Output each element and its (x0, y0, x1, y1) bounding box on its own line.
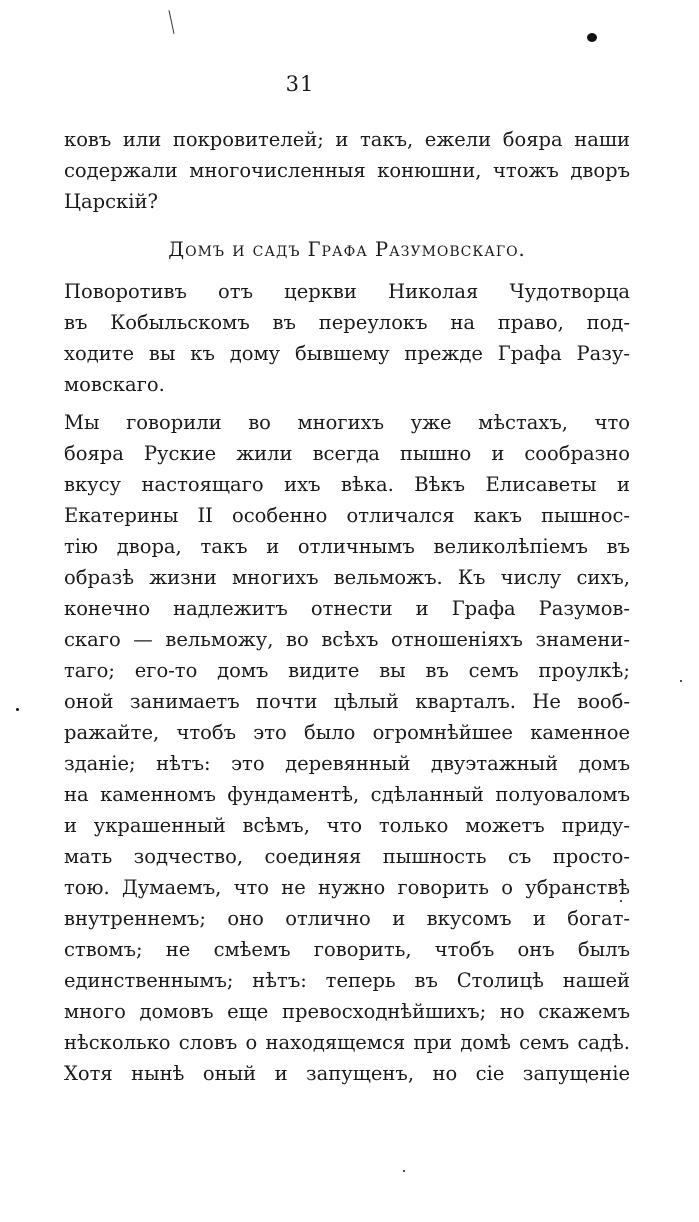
text-line: мовскаго. (64, 373, 165, 396)
text-line: вкусу настоящаго ихъ вѣка. Вѣкъ Елисаветы и (64, 473, 630, 496)
text-line: тою. Думаемъ, что не нужно говорить о убранствѣ (64, 876, 630, 899)
text-line: Поворотивъ отъ церкви Николая Чудотворца (64, 280, 630, 303)
text-line: конечно надлежитъ отнести и Графа Разумов- (64, 597, 630, 620)
text-line: скаго — вельможу, во всѣхъ отношеніяхъ знамени- (64, 628, 630, 651)
text-line: ствомъ; не смѣемъ говорить, чтобъ онъ былъ (64, 938, 630, 961)
text-line: въ Кобыльскомъ въ переулокъ на право, под- (64, 311, 630, 334)
text-line: тію двора, такъ и отличнымъ великолѣпіемъ въ (64, 535, 630, 558)
ink-speck (620, 900, 622, 902)
text-line: бояра Руские жили всегда пышно и сообразно (64, 442, 630, 465)
text-line: зданіе; нѣтъ: это деревянный двуэтажный домъ (64, 752, 630, 775)
text-line: на каменномъ фундаментѣ, сдѣланный полуоваломъ (64, 783, 630, 806)
text-line: Мы говорили во многихъ уже мѣстахъ, что (64, 411, 630, 434)
text-line: оной занимаетъ почти цѣлый кварталъ. Не вооб- (64, 690, 630, 713)
body-text (64, 124, 630, 1089)
text-line: Екатерины II особенно отличался какъ пышнос- (64, 504, 630, 527)
ink-speck (403, 1170, 405, 1172)
text-line: единственнымъ; нѣтъ: теперь въ Столицѣ нашей (64, 969, 630, 992)
ink-speck (680, 680, 682, 682)
text-line: образѣ жизни многихъ вельможъ. Къ числу сихъ, (64, 566, 630, 589)
scan-mark (169, 10, 175, 34)
text-line: содержали многочисленныя конюшни, чтожъ дворъ (64, 159, 630, 182)
text-line: и украшенный всѣмъ, что только можетъ приду- (64, 814, 630, 837)
text-line: много домовъ еще превосходнѣйшихъ; но скажемъ (64, 1000, 630, 1023)
text-line: ходите вы къ дому бывшему прежде Графа Разу- (64, 342, 630, 365)
ink-blot (587, 33, 597, 42)
page-number: 31 (285, 72, 315, 96)
text-line: таго; его-то домъ видите вы въ семъ проулкѣ; (64, 659, 630, 682)
text-line: ковъ или покровителей; и такъ, ежели бояра наши (64, 128, 630, 151)
text-line: нѣсколько словъ о находящемся при домѣ семъ садѣ. (64, 1031, 630, 1054)
text-line: Царскій? (64, 190, 158, 213)
text-line: мать зодчество, соединяя пышность съ просто- (64, 845, 630, 868)
ink-speck (16, 708, 19, 711)
section-heading: Домъ и садъ Графа Разумовскаго. (168, 238, 526, 261)
text-line: ражайте, чтобъ это было огромнѣйшее каменное (64, 721, 630, 744)
text-line: внутреннемъ; оно отлично и вкусомъ и богат- (64, 907, 630, 930)
text-line: Хотя нынѣ оный и запущенъ, но сіе запущеніе (64, 1062, 630, 1085)
